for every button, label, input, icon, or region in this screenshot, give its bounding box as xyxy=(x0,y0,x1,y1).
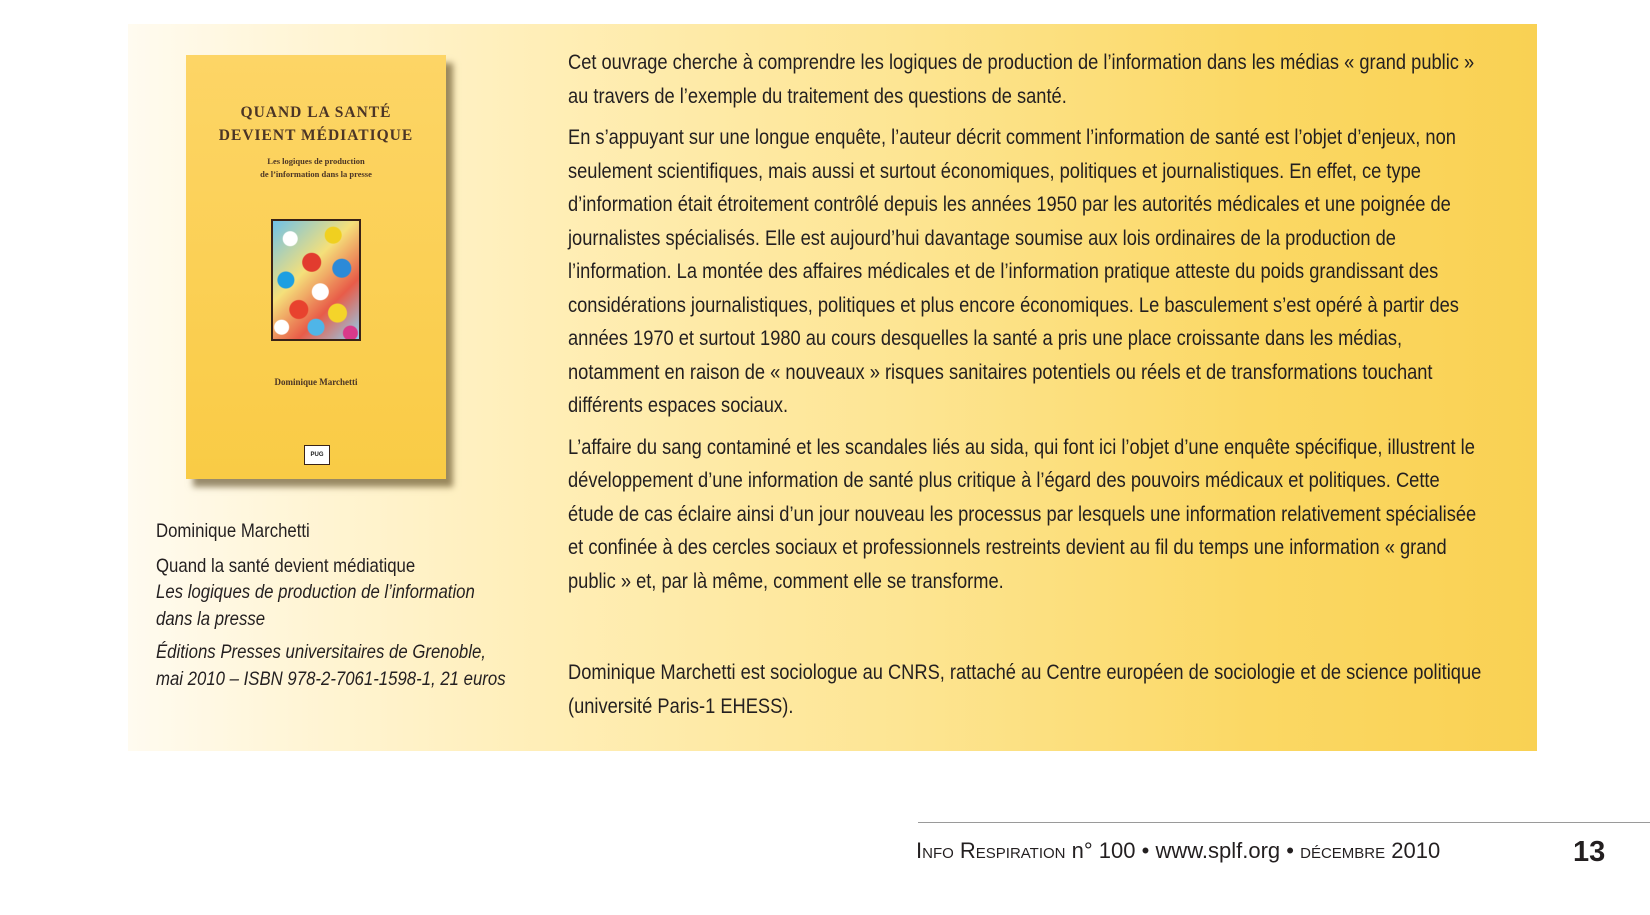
footer-website: www.splf.org xyxy=(1155,838,1281,863)
footer-separator: • xyxy=(1286,838,1294,863)
book-subtitle-line2: dans la presse xyxy=(156,608,266,630)
review-text xyxy=(568,46,1486,731)
review-paragraph-case-study: L’affaire du sang contaminé et les scandales liés au sida, qui font ici l’objet d’une enquête spécifique, illustrent le développement d’une information de santé plus critique à l’égard des pouvoirs médicaux et politiques. Cette étude de cas éclaire ainsi d’un jour nouveau les processus par lesquels une information relativement spécialisée et confinée à des cercles sociaux et professionnels restreints devient au fil du temps une information « grand public » et, par là même, comment elle se transforme. xyxy=(568,434,1477,593)
pills-illustration xyxy=(271,219,361,341)
author-bio: Dominique Marchetti est sociologue au CNRS, rattaché au Centre européen de sociologie et de science politique (université Paris-1 EHESS). xyxy=(568,660,1482,718)
book-subtitle xyxy=(156,579,546,633)
cover-title xyxy=(186,101,446,147)
cover-subtitle-line1: Les logiques de production xyxy=(267,156,365,166)
footer-issue: n° 100 xyxy=(1071,838,1136,863)
cover-title-line1: QUAND LA SANTÉ xyxy=(240,104,392,121)
cover-author: Dominique Marchetti xyxy=(274,377,358,387)
book-subtitle-line1: Les logiques de production de l’information xyxy=(156,581,475,603)
book-title: Quand la santé devient médiatique xyxy=(156,555,416,577)
book-author: Dominique Marchetti xyxy=(156,520,310,542)
footer-divider xyxy=(918,822,1650,823)
cover-title-line2: DEVIENT MÉDIATIQUE xyxy=(218,127,414,144)
footer-publication: Info Respiration xyxy=(916,838,1066,863)
publisher-logo: PUG xyxy=(304,445,330,465)
book-edition-line2: mai 2010 – ISBN 978-2-7061-1598-1, 21 euros xyxy=(156,668,506,690)
book-edition xyxy=(156,639,546,693)
review-paragraph-intro: Cet ouvrage cherche à comprendre les logiques de production de l’information dans les médias « grand public » au travers de l’exemple du traitement des questions de santé. xyxy=(568,50,1475,108)
cover-subtitle xyxy=(186,155,446,181)
book-edition-line1: Éditions Presses universitaires de Grenoble, xyxy=(156,641,486,663)
review-paragraph-context: En s’appuyant sur une longue enquête, l’auteur décrit comment l’information de santé est l’objet d’enjeux, non seulement scientifiques, mais aussi et surtout économiques, politiques et journalistiques. En effet, ce type d’information était étroitement contrôlé depuis les années 1950 par les autorités médicales et une poignée de journalistes spécialisés. Elle est aujourd’hui davantage soumise aux lois ordinaires de la production de l’information. La montée des affaires médicales et de l’information pratique atteste du poids grandissant des considérations journalistiques, politiques et plus encore économiques. Le basculement s’est opéré à partir des années 1970 et surtout 1980 au cours desquelles la santé a pris une place croissante dans les médias, notamment en raison de « nouveaux » risques sanitaires potentiels ou réels et de transformations touchant différents espaces sociaux. xyxy=(568,125,1459,417)
page-number: 13 xyxy=(1573,836,1606,868)
footer-month: décembre xyxy=(1300,838,1386,863)
footer-separator: • xyxy=(1141,838,1150,863)
cover-subtitle-line2: de l’information dans la presse xyxy=(260,169,372,179)
book-reference xyxy=(156,518,546,693)
footer-year: 2010 xyxy=(1391,838,1441,863)
page-footer xyxy=(916,838,1440,864)
book-cover-image xyxy=(186,55,446,479)
